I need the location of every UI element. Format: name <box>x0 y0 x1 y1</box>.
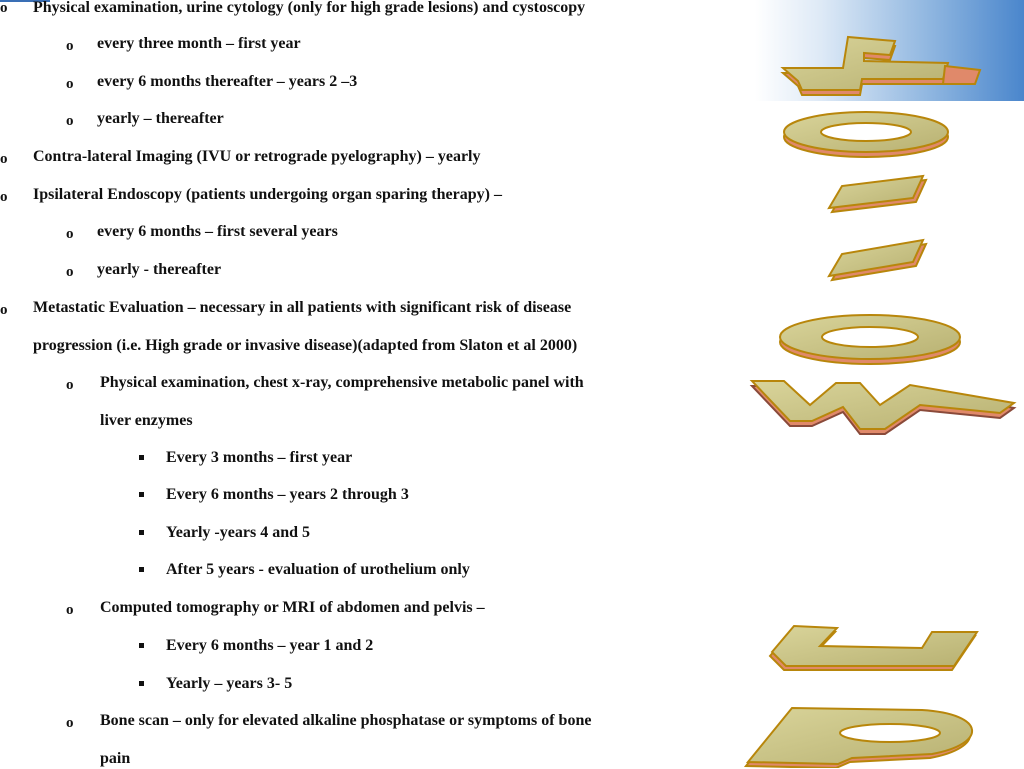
text-line: Every 6 months – years 2 through 3 <box>166 486 409 503</box>
text-line: progression (i.e. High grade or invasive disease)(adapted from Slaton et al 2000) <box>33 337 578 354</box>
bullet-hollow: o <box>66 715 74 731</box>
wordart-letter-u <box>770 626 977 670</box>
bullet-hollow: o <box>66 113 74 129</box>
text-line: Physical examination, urine cytology (only for high grade lesions) and cystoscopy <box>33 0 586 16</box>
bullet-hollow: o <box>66 76 74 92</box>
wordart-letter-w <box>752 381 1014 434</box>
bullet-hollow: o <box>0 0 8 16</box>
text-line: After 5 years - evaluation of urothelium only <box>166 561 470 578</box>
text-line: every 6 months thereafter – years 2 –3 <box>97 73 358 90</box>
bullet-hollow: o <box>66 264 74 280</box>
bullet-hollow: o <box>66 377 74 393</box>
text-line: Contra-lateral Imaging (IVU or retrograde pyelography) – yearly <box>33 148 481 165</box>
wordart-letter-o <box>784 112 948 157</box>
text-line: Computed tomography or MRI of abdomen and pelvis – <box>100 599 485 616</box>
text-line: yearly - thereafter <box>97 261 222 278</box>
text-line: Physical examination, chest x-ray, comprehensive metabolic panel with <box>100 374 584 391</box>
text-line: Every 6 months – year 1 and 2 <box>166 637 374 654</box>
bullet-hollow: o <box>0 151 8 167</box>
text-line: pain <box>100 750 131 767</box>
text-line: Every 3 months – first year <box>166 449 353 466</box>
text-line: Bone scan – only for elevated alkaline phosphatase or symptoms of bone <box>100 712 592 729</box>
bullet-hollow: o <box>66 38 74 54</box>
bullet-hollow: o <box>66 602 74 618</box>
text-line: Yearly – years 3- 5 <box>166 675 293 692</box>
wordart-letter-l <box>829 240 926 280</box>
wordart-letter-p <box>746 708 972 768</box>
text-line: Yearly -years 4 and 5 <box>166 524 310 541</box>
text-line: liver enzymes <box>100 412 193 429</box>
wordart-letter-f <box>783 37 980 95</box>
text-line: every three month – first year <box>97 35 301 52</box>
text-line: Ipsilateral Endoscopy (patients undergoing organ sparing therapy) – <box>33 186 502 203</box>
text-line: every 6 months – first several years <box>97 223 338 240</box>
wordart-letter-o <box>780 315 960 364</box>
text-line: Metastatic Evaluation – necessary in all patients with significant risk of disease <box>33 299 572 316</box>
bullet-hollow: o <box>0 189 8 205</box>
text-line: yearly – thereafter <box>97 110 224 127</box>
bullet-hollow: o <box>0 302 8 318</box>
bullet-hollow: o <box>66 226 74 242</box>
wordart-letter-l <box>829 176 926 212</box>
